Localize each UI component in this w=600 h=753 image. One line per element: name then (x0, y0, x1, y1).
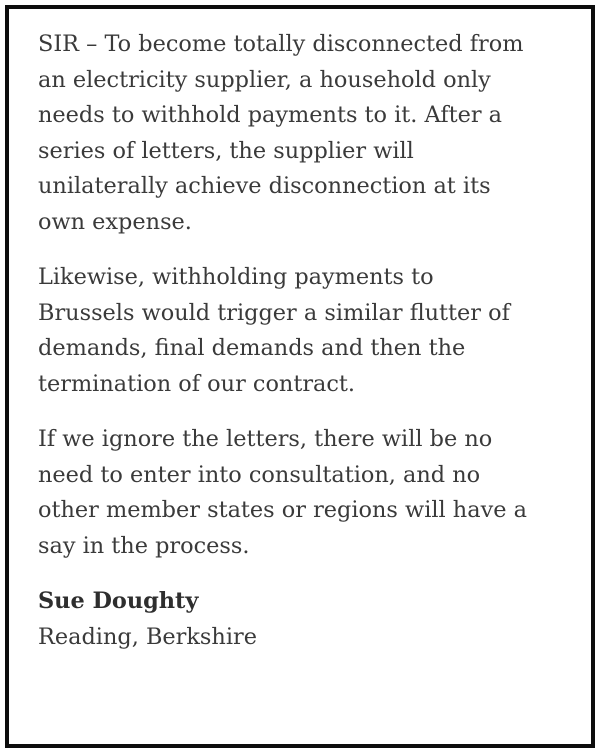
paragraph-line: Likewise, withholding payments to (38, 264, 434, 290)
paragraph-line: If we ignore the letters, there will be no (38, 426, 493, 452)
paragraph-line: demands, final demands and then the (38, 335, 466, 361)
paragraph-2 (38, 260, 573, 402)
paragraph-line: an electricity supplier, a household only (38, 66, 491, 93)
author-location: Reading, Berkshire (38, 623, 257, 650)
author-name: Sue Doughty (38, 588, 199, 614)
signature-block (38, 584, 573, 655)
paragraph-1 (38, 27, 573, 240)
paragraph-line: other member states or regions will have a (38, 497, 527, 523)
paragraph-line: needs to withhold payments to it. After a (38, 102, 503, 128)
paragraph-line: termination of our contract. (38, 370, 356, 397)
paragraph-line: need to enter into consultation, and no (38, 461, 481, 488)
paragraph-line: SIR – To become totally disconnected from (38, 31, 524, 57)
paragraph-line: series of letters, the supplier will (38, 137, 414, 164)
letter-frame (5, 5, 595, 748)
paragraph-line: own expense. (38, 208, 192, 235)
paragraph-line: say in the process. (38, 532, 250, 559)
letter-body (38, 27, 573, 655)
paragraph-line: unilaterally achieve disconnection at its (38, 173, 491, 199)
paragraph-line: Brussels would trigger a similar flutter of (38, 299, 510, 326)
paragraph-3 (38, 422, 573, 564)
